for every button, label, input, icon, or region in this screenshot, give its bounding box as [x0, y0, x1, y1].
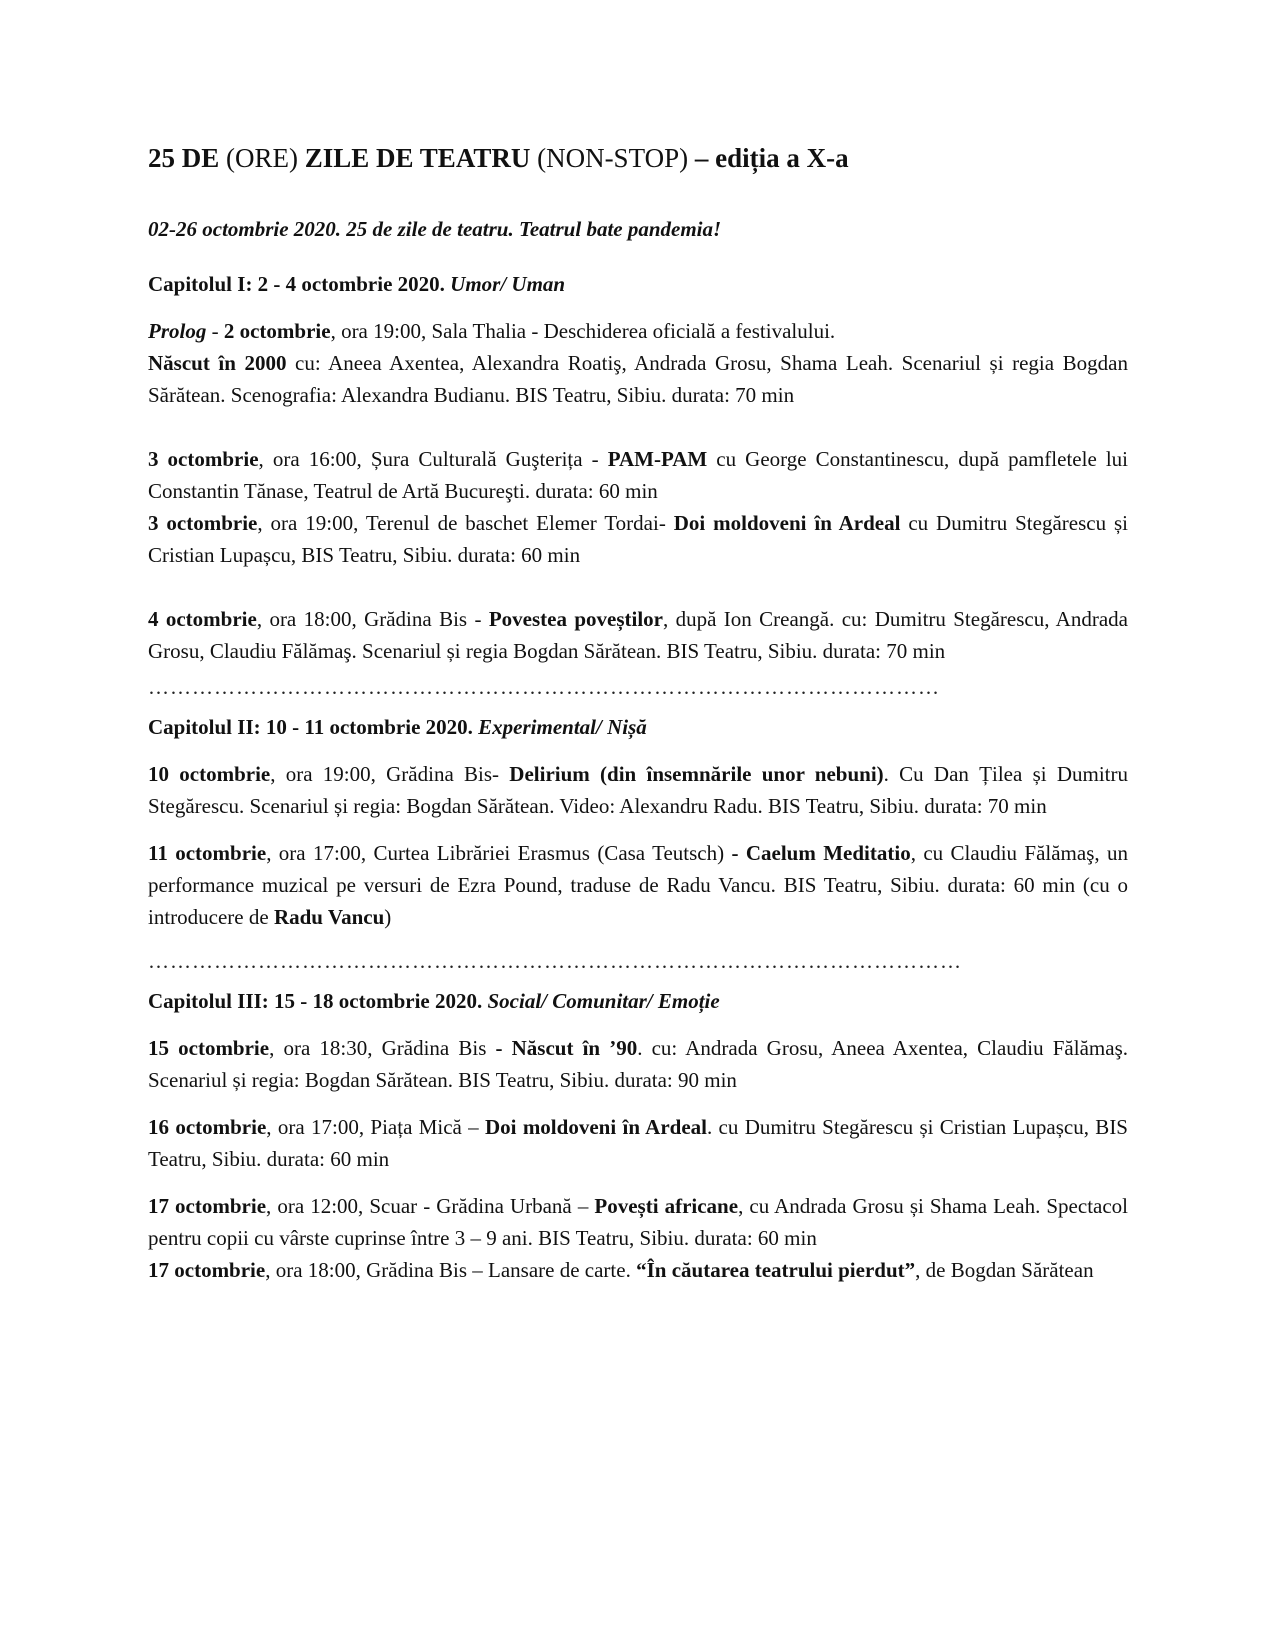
- separator-dots: ………………………………………………………………………………………………: [148, 675, 940, 699]
- event-nascut-90: 15 octombrie, ora 18:30, Grădina Bis - Născut în ’90. cu: Andrada Grosu, Aneea Axentea, Claudiu Fălămaş. Scenariul și regia: Bogdan Sărătean. BIS Teatru, Sibiu. durata: 90 min: [148, 1036, 1128, 1092]
- festival-subtitle: 02-26 octombrie 2020. 25 de zile de teatru. Teatrul bate pandemia!: [148, 217, 722, 241]
- event-lansare-carte: 17 octombrie, ora 18:00, Grădina Bis – Lansare de carte. “În căutarea teatrului pierdut”, de Bogdan Sărătean: [148, 1258, 1094, 1282]
- event-nascut-2000: Născut în 2000 cu: Aneea Axentea, Alexandra Roatiş, Andrada Grosu, Shama Leah. Scenariul și regia Bogdan Sărătean. Scenografia: Alexandra Budianu. BIS Teatru, Sibiu. durata: 70 min: [148, 351, 1128, 407]
- event-povesti-africane: 17 octombrie, ora 12:00, Scuar - Grădina Urbană – Povești africane, cu Andrada Grosu și Shama Leah. Spectacol pentru copii cu vârste cuprinse între 3 – 9 ani. BIS Teatru, Sibiu. durata: 60 min: [148, 1194, 1129, 1250]
- chapter-3-heading: Capitolul III: 15 - 18 octombrie 2020. Social/ Comunitar/ Emoție: [148, 989, 720, 1013]
- separator-dots: …………………………………………………………………………………………………: [148, 949, 962, 973]
- event-prolog: Prolog - 2 octombrie, ora 19:00, Sala Thalia - Deschiderea oficială a festivalului.: [148, 319, 836, 343]
- event-doi-moldoveni-1: 3 octombrie, ora 19:00, Terenul de baschet Elemer Tordai- Doi moldoveni în Ardeal cu Dumitru Stegărescu și Cristian Lupașcu, BIS Teatru, Sibiu. durata: 60 min: [148, 511, 1128, 567]
- page-title: 25 DE (ORE) ZILE DE TEATRU (NON-STOP) – ediția a X-a: [148, 143, 849, 173]
- event-doi-moldoveni-2: 16 octombrie, ora 17:00, Piața Mică – Doi moldoveni în Ardeal. cu Dumitru Stegărescu și Cristian Lupașcu, BIS Teatru, Sibiu. durata: 60 min: [148, 1115, 1128, 1171]
- document-page: [148, 140, 1128, 1286]
- chapter-2-heading: Capitolul II: 10 - 11 octombrie 2020. Experimental/ Nișă: [148, 715, 647, 739]
- event-caelum-meditatio: 11 octombrie, ora 17:00, Curtea Librăriei Erasmus (Casa Teutsch) - Caelum Meditatio, cu Claudiu Fălămaş, un performance muzical pe versuri de Ezra Pound, traduse de Radu Vancu. BIS Teatru, Sibiu. durata: 60 min (cu o introducere de Radu Vancu): [148, 841, 1129, 929]
- event-pam-pam: 3 octombrie, ora 16:00, Șura Culturală Guşterița - PAM-PAM cu George Constantinescu, după pamfletele lui Constantin Tănase, Teatrul de Artă Bucureşti. durata: 60 min: [148, 447, 1128, 503]
- event-povestea-povestilor: 4 octombrie, ora 18:00, Grădina Bis - Povestea poveștilor, după Ion Creangă. cu: Dumitru Stegărescu, Andrada Grosu, Claudiu Fălămaş. Scenariul și regia Bogdan Sărătean. BIS Teatru, Sibiu. durata: 70 min: [148, 607, 1128, 663]
- chapter-1-heading: Capitolul I: 2 - 4 octombrie 2020. Umor/ Uman: [148, 272, 566, 296]
- event-delirium: 10 octombrie, ora 19:00, Grădina Bis- Delirium (din însemnările unor nebuni). Cu Dan Țilea și Dumitru Stegărescu. Scenariul și regia: Bogdan Sărătean. Video: Alexandru Radu. BIS Teatru, Sibiu. durata: 70 min: [148, 762, 1128, 818]
